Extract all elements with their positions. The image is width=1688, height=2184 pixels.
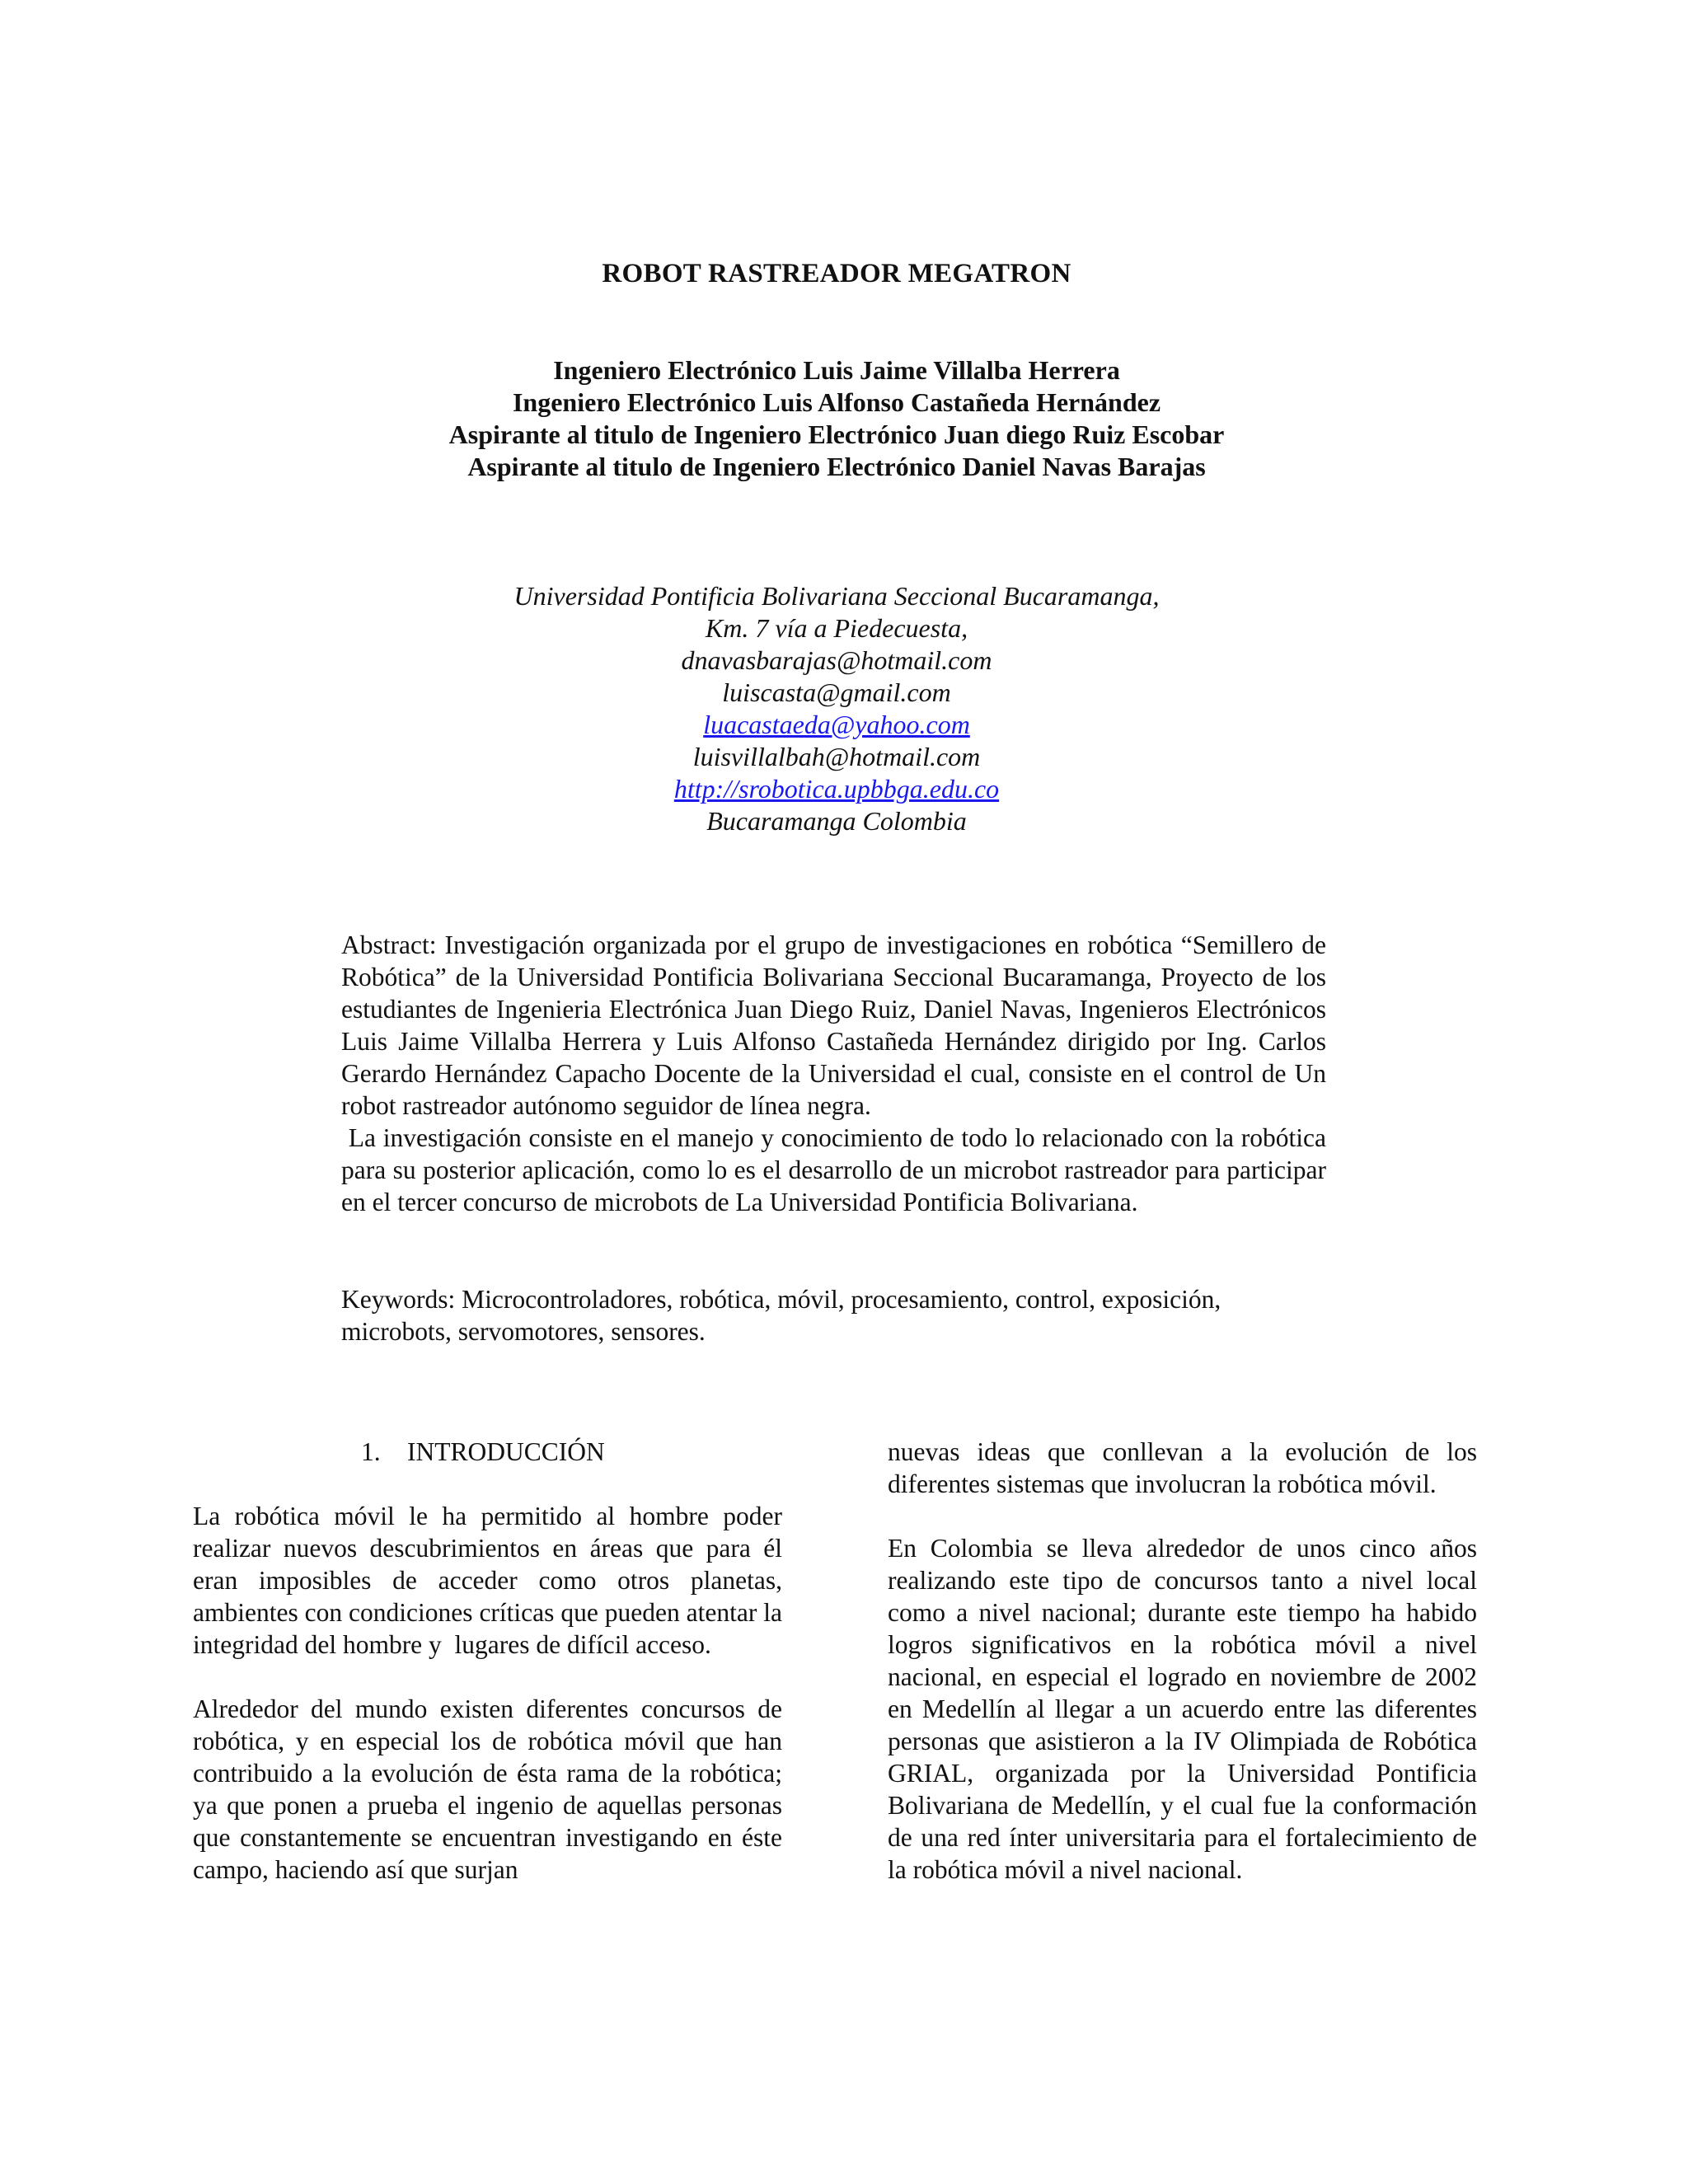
abstract-paragraph: Abstract: Investigación organizada por el grupo de investigaciones en robótica “Semillero de Robótica” de la Universidad Pontificia Bolivariana Seccional Bucaramanga, Proyecto de los estudiantes de Ingenieria Electrónica Juan Diego Ruiz, Daniel Navas, Ingenieros Electrónicos Luis Jaime Villalba Herrera y Luis Alfonso Castañeda Hernández dirigido por Ing. Carlos Gerardo Hernández Capacho Docente de la Universidad el cual, consiste en el control de Un robot rastreador autónomo seguidor de línea negra. bbox=[341, 930, 1326, 1120]
address: Km. 7 vía a Piedecuesta, bbox=[705, 613, 968, 643]
institution: Universidad Pontificia Bolivariana Seccional Bucaramanga, bbox=[513, 581, 1160, 611]
keywords-text: Keywords: Microcontroladores, robótica, móvil, procesamiento, control, exposición, microbots, servomotores, sensores. bbox=[341, 1285, 1221, 1346]
affiliation-block bbox=[0, 580, 1673, 837]
section-number: 1. bbox=[361, 1437, 381, 1466]
section-title: INTRODUCCIÓN bbox=[407, 1437, 605, 1466]
abstract-paragraph: La investigación consiste en el manejo y conocimiento de todo lo relacionado con la robótica para su posterior aplicación, como lo es el desarrollo de un microbot rastreador para participar en el tercer concurso de microbots de La Universidad Pontificia Bolivariana. bbox=[341, 1123, 1333, 1216]
left-column bbox=[193, 1436, 789, 1886]
email: luiscasta@gmail.com bbox=[722, 677, 951, 707]
email: luisvillalbah@hotmail.com bbox=[692, 742, 981, 771]
paper-title: ROBOT RASTREADOR MEGATRON bbox=[602, 259, 1071, 288]
author-line: Aspirante al titulo de Ingeniero Electrónico Daniel Navas Barajas bbox=[467, 452, 1206, 481]
email-link[interactable]: luacastaeda@yahoo.com bbox=[703, 710, 970, 739]
body-paragraph: nuevas ideas que conllevan a la evolución de los diferentes sistemas que involucran la robótica móvil. bbox=[888, 1437, 1477, 1498]
author-list bbox=[0, 354, 1673, 483]
author-line: Ingeniero Electrónico Luis Jaime Villalba Herrera bbox=[553, 355, 1120, 385]
body-paragraph: Alrededor del mundo existen diferentes concursos de robótica, y en especial los de robótica móvil que han contribuido a la evolución de ésta rama de la robótica; ya que ponen a prueba el ingenio de aquellas personas que constantemente se encuentran investigando en éste campo, haciendo así que surjan bbox=[193, 1694, 782, 1884]
section-heading bbox=[193, 1436, 782, 1468]
keywords bbox=[341, 1283, 1326, 1347]
email: dnavasbarajas@hotmail.com bbox=[681, 645, 992, 675]
author-line: Ingeniero Electrónico Luis Alfonso Castañeda Hernández bbox=[512, 387, 1161, 417]
city: Bucaramanga Colombia bbox=[706, 806, 967, 836]
body-paragraph: La robótica móvil le ha permitido al hombre poder realizar nuevos descubrimientos en áreas que para él eran imposibles de acceder como otros planetas, ambientes con condiciones críticas que pueden atentar la integridad del hombre y lugares de difícil acceso. bbox=[193, 1502, 789, 1659]
body-paragraph: En Colombia se lleva alrededor de unos cinco años realizando este tipo de concursos tanto a nivel local como a nivel nacional; durante este tiempo ha habido logros significativos en la robótica móvil a nivel nacional, en especial el logrado en noviembre de 2002 en Medellín al llegar a un acuerdo entre las diferentes personas que asistieron a la IV Olimpiada de Robótica GRIAL, organizada por la Universidad Pontificia Bolivariana de Medellín, y el cual fue la conformación de una red ínter universitaria para el fortalecimiento de la robótica móvil a nivel nacional. bbox=[888, 1534, 1477, 1884]
right-column bbox=[888, 1436, 1477, 1886]
abstract bbox=[341, 929, 1333, 1218]
author-line: Aspirante al titulo de Ingeniero Electrónico Juan diego Ruiz Escobar bbox=[448, 419, 1225, 449]
website-link[interactable]: http://srobotica.upbbga.edu.co bbox=[673, 774, 1000, 804]
